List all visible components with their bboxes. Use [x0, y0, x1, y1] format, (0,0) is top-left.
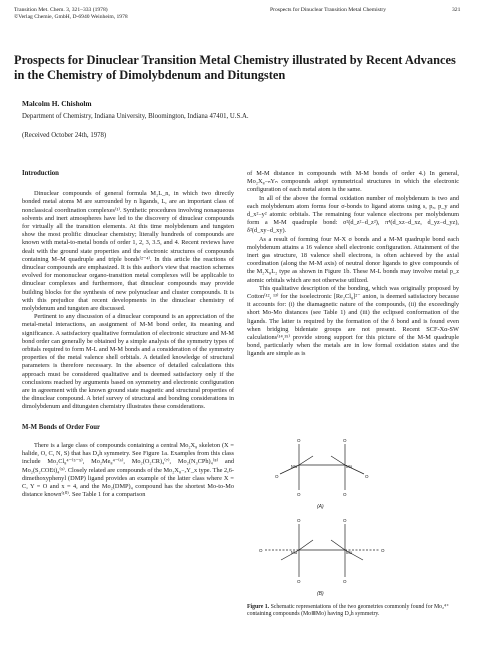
left-column [22, 170, 234, 499]
paragraph: As a result of forming four M-X σ bonds and a M-M quadruple bond each molybdenum attains a 16 valence shell electronic configuration. Attainment of the inert gas structure, 18 valence shell electrons, is often achieved by the axial coordination (along the M-M axis) of neutral donor ligands to give compounds of the M₂X₈L₂ type as shown in Figure 1b. These M-L bonds may involve metal p_z atomic orbitals which are not otherwise utilized. [247, 235, 459, 284]
oxygen-atom-label: O [343, 579, 347, 584]
right-column [247, 170, 459, 359]
page-number: 321 [452, 7, 461, 13]
oxygen-atom-label: O [343, 518, 347, 523]
molybdenum-atom-label: Mo [291, 464, 298, 469]
caption-text: Schematic representations of the two geometries commonly found for Mo₂⁴⁺ containing compounds (Mo≣Mo) having D₄h symmetry. [247, 604, 450, 617]
molybdenum-atom-label: Mo [291, 550, 298, 555]
oxygen-atom-label: O [381, 548, 385, 553]
oxygen-atom-label: O [343, 438, 347, 443]
molybdenum-atom-label: Mo [346, 464, 353, 469]
panel-b-label: (B) [317, 591, 324, 597]
running-title: Prospects for Dinuclear Transition Metal Chemistry [270, 7, 387, 13]
paragraph: There is a large class of compounds containing a central Mo₂X₈ skeleton (X = halide, O, C, N, S) that has D₄h symmetry. See Figure 1a. Examples from this class include Mo₂Cl₈⁴⁻⁽⁵⁻⁵⁾, Mo₂Me₈⁴⁻⁽⁶⁾, Mo₂(O₂CR)₄⁽⁷⁾, Mo₂(N₃CPh)₄⁽⁸⁾ and Mo₂(S₂COEt)₄⁽⁹⁾. Closely related are compounds of the Mo₂X₈₋ₓY_x type. The 2,6-dimethoxyphenyl (DMP) ligand provides an example of the latter class where X = C, Y = O and x = 4, and the Mo₂(DMP)₄ compound has the shortest Mo-to-Mo distance known⁽¹⁰⁾. See Table 1 for a comparison [22, 441, 234, 499]
received-date: (Received October 24th, 1978) [22, 132, 107, 139]
journal-citation [14, 7, 128, 21]
oxygen-atom-label: O [297, 438, 301, 443]
oxygen-atom-label: O [343, 492, 347, 497]
panel-b-structure [265, 524, 379, 577]
paragraph: In all of the above the formal oxidation number of molybdenum is two and each molybdenum atom forms four σ-bonds to ligand atoms using s, pₓ, p_y and d_x²₋y² atomic orbitals. The remaining four valence electrons per molybdenum form a M-M quadruple bond: σ²(d_z²₋d_z²), π⁴(d_xz₋d_xz, d_yz₋d_yz), δ²(d_xy₋d_xy). [247, 194, 459, 235]
figure-1-caption [247, 604, 459, 618]
oxygen-atom-label: O [297, 579, 301, 584]
molybdenum-atom-label: Mo [346, 550, 353, 555]
section-heading-introduction: Introduction [22, 170, 59, 177]
paragraph: Dinuclear compounds of general formula M₂L_n, in which two directly bonded metal atoms M are surrounded by n ligands, L, are an important class of nonclassical coordination complexes⁽¹⁾. Synthetic procedures involving nonaqueous solvents and inert atmospheres have led to the discovery of dinuclear compounds for virtually all the transition elements. At this time molybdenum and tungsten show the most prolific dinuclear chemistry; literally hundreds of compounds are known with metal-to-metal bonds of order 1, 2, 3, 3.5, and 4. Recent reviews have dealt with the ground state properties and the electronic structures of compounds containing M–M quadruple and triple bonds⁽²⁻⁴⁾. In this article the reactions of dinuclear compounds are emphasized. It is this author's view that reaction schemes evolved for mononuclear organo-transition metal complexes will be applicable to dinuclear complexes and furthermore, that dinuclear compounds may provide building blocks for the synthesis of new polynuclear and cluster compounds. It is with this prejudice that recent developments in the dinuclear chemistry of molybdenum and tungsten are discussed. [22, 190, 234, 313]
paragraph: of M-M distance in compounds with M-M bonds of order 4.) In general, Mo₂X₈₋ₙYₙ compounds adopt symmetrical structures in which the electronic configuration of each metal atom is the same. [247, 170, 459, 194]
journal-line-1: Transition Met. Chem. 3, 321–333 (1978) [14, 7, 108, 13]
oxygen-atom-label: O [297, 492, 301, 497]
oxygen-atom-label: O [297, 518, 301, 523]
paragraph: Pertinent to any discussion of a dinuclear compound is an appreciation of the metal-metal interactions, an assignment of M-M bond order, its meaning and significance. A satisfactory qualitative formulation of electronic structure and M-M bond order can generally be obtained by a simple analysis of the symmetry types of orbitals required to form M-L and M-M bonds and a consideration of the symmetry properties of the metal valence shell orbitals. A detailed knowledge of structural parameters is therefore necessary. In the absence of detailed calculations this approach must be considered qualitative and is deemed satisfactory only if the conclusions reached by arguments based on symmetry and electronic configuration are in agreement with the known ground state magnetic and structural properties of the dinuclear compound. A brief survey of structural and bonding considerations in dimolybdenum and ditungsten chemistry illustrates these considerations. [22, 313, 234, 411]
paragraph: This qualitative description of the bonding, which was originally proposed by Cotton⁽¹², ¹³⁾ for the isoelectronic [Re₂Cl₈]²⁻ anion, is deemed satisfactory because it accounts for: (i) the diamagnetic nature of the compounds, (ii) the exceedingly short Mo-Mo distances (see Table 1) and (iii) the eclipsed conformation of the ligands. The latter is required by the formation of the δ bond and is found even when bridging bidentate groups are not present. Recent SCF-Xα-SW calculations⁽¹⁴,¹⁵⁾ provide strong support for this picture of the M-M quadruple bond, particularly when the metals are in low formal oxidation states and the ligands are simple as is [247, 284, 459, 358]
caption-label: Figure 1. [247, 604, 270, 610]
author-name: Malcolm H. Chisholm [22, 99, 92, 108]
article-title: Prospects for Dinuclear Transition Metal Chemistry illustrated by Recent Advances in the Chemistry of Dimolybdenum and Ditungsten [14, 53, 456, 82]
journal-line-2: ©Verlag Chemie, GmbH, D-6940 Weinheim, 1978 [14, 14, 128, 20]
panel-a-label: (A) [317, 504, 324, 510]
figure-1 [247, 432, 459, 602]
oxygen-atom-label: O [259, 548, 263, 553]
section-heading-bonds-order-four: M-M Bonds of Order Four [22, 423, 101, 431]
oxygen-atom-label: O [365, 474, 369, 479]
oxygen-atom-label: O [275, 474, 279, 479]
figure-1-diagram [247, 432, 459, 602]
author-affiliation: Department of Chemistry, Indiana University, Bloomington, Indiana 47401, U.S.A. [22, 113, 249, 120]
